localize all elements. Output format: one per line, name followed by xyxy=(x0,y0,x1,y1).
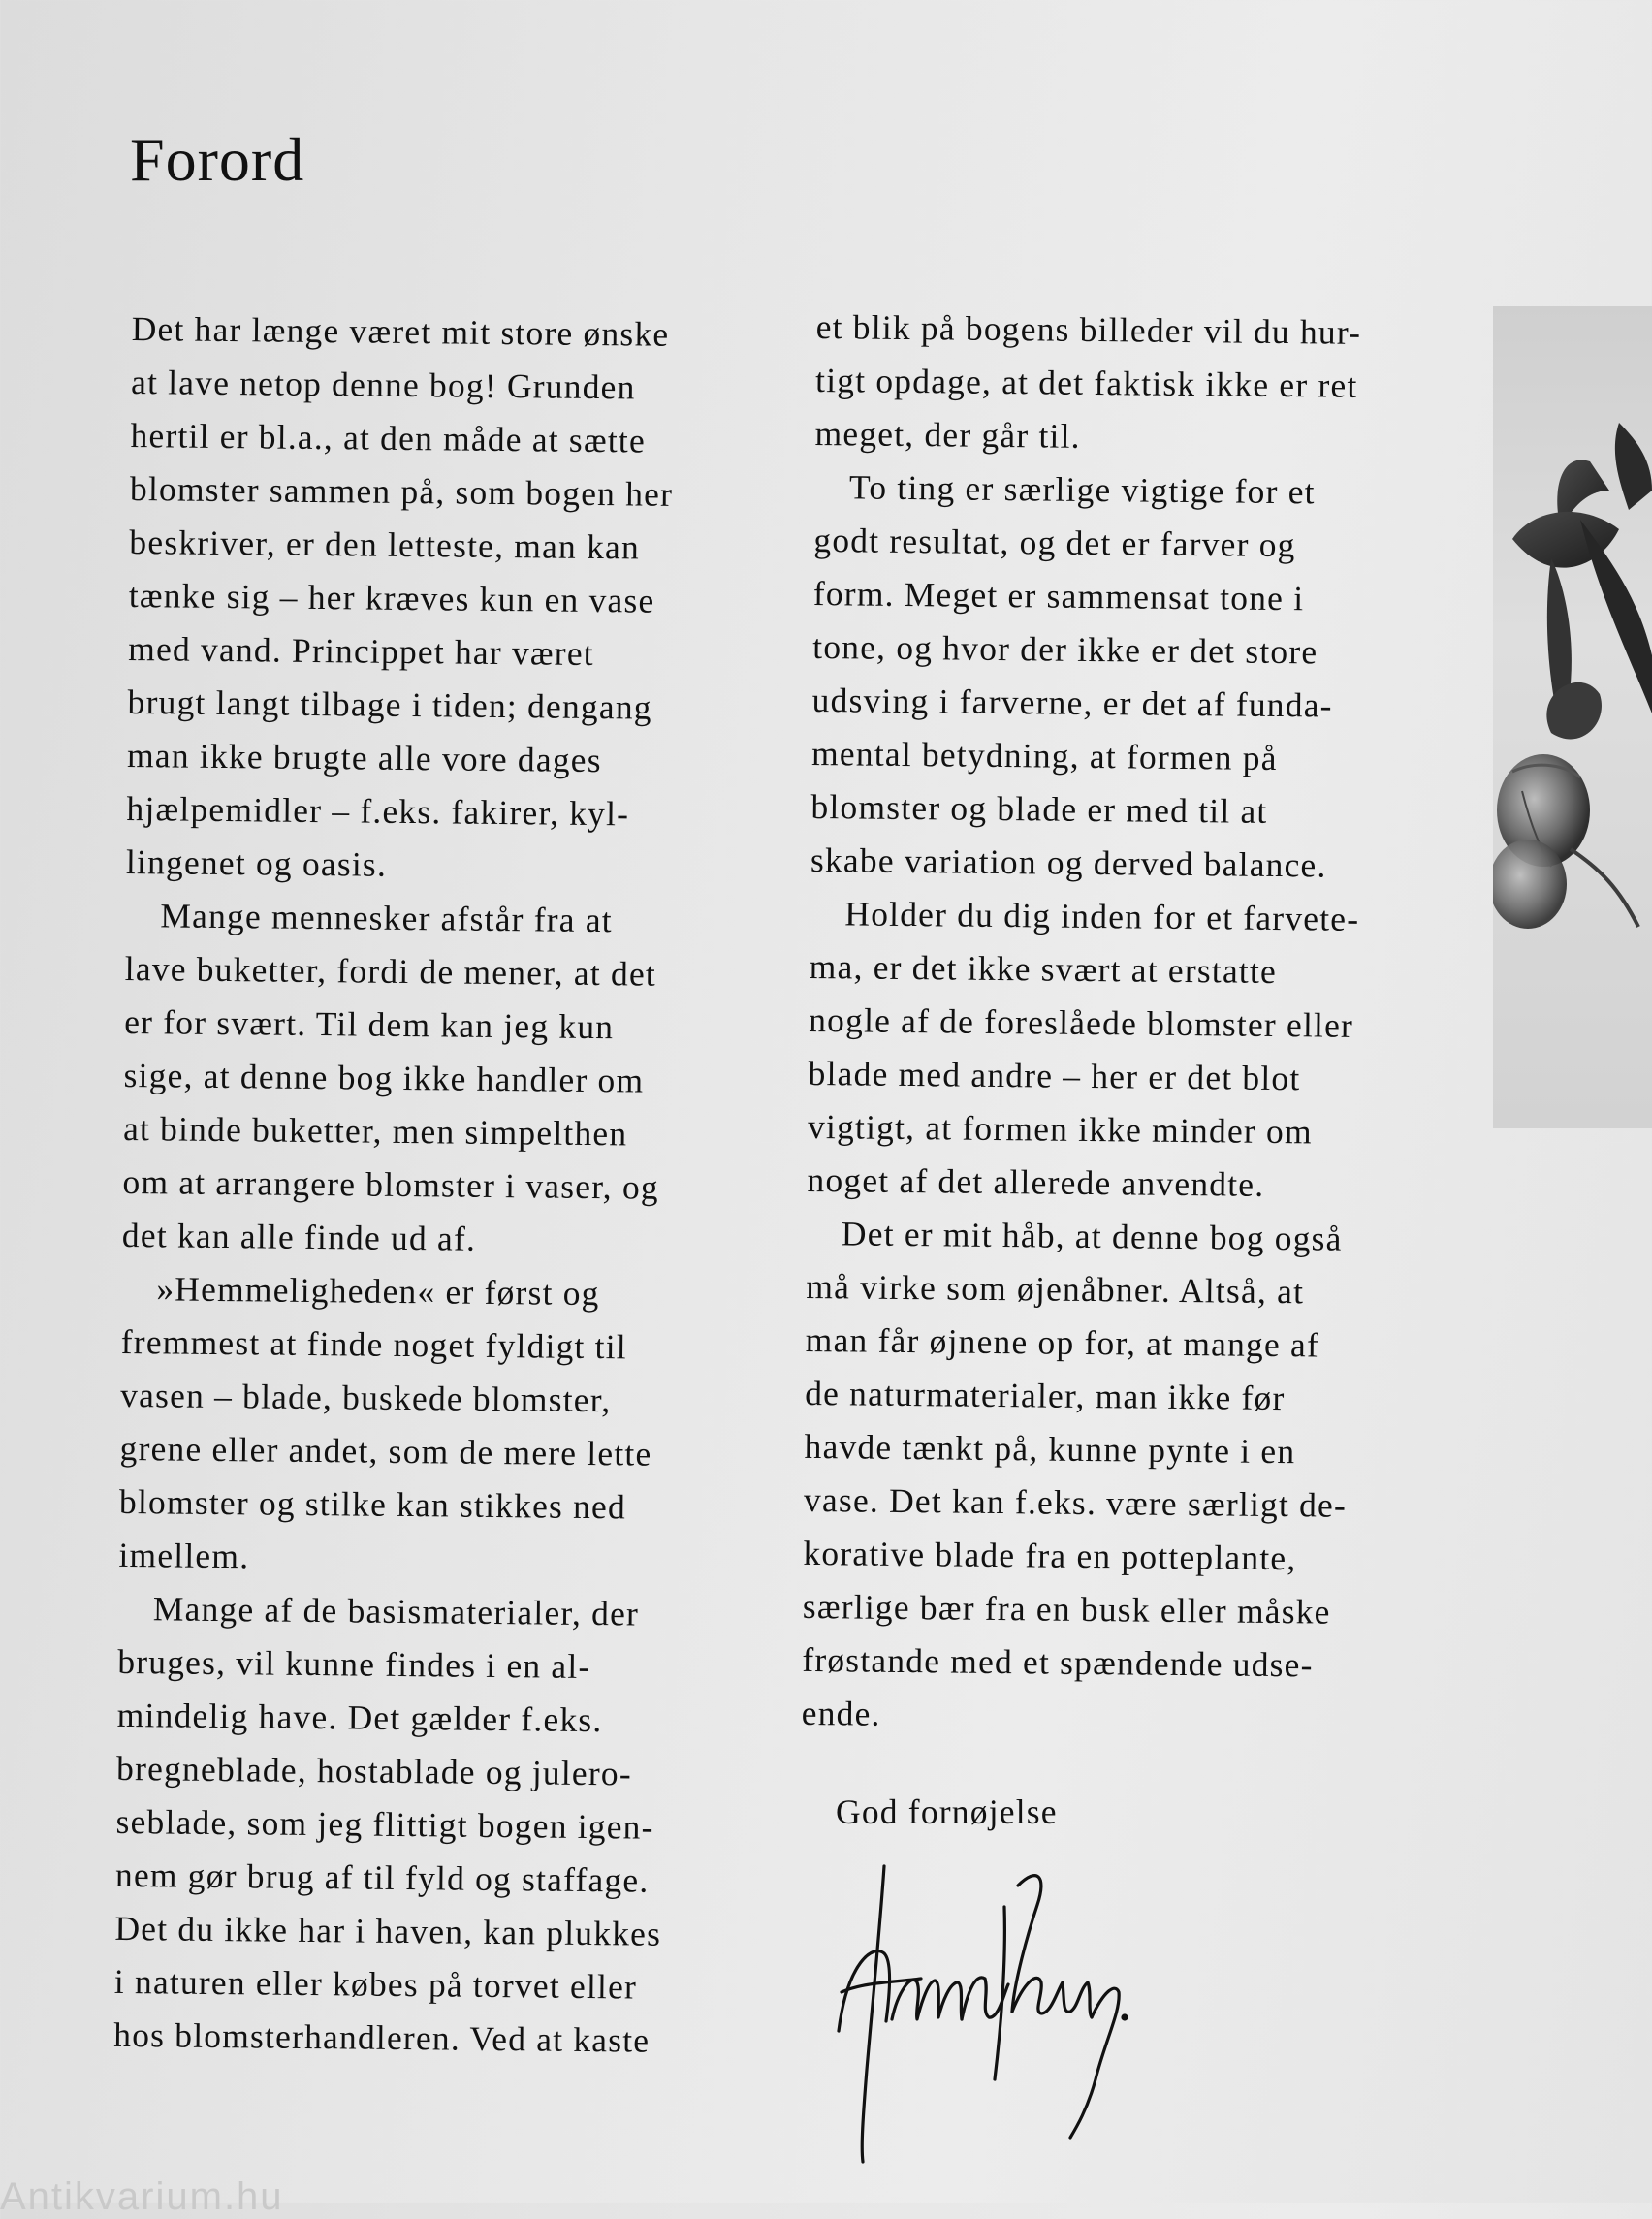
text-line: nogle af de foreslåede blomster eller xyxy=(809,999,1354,1045)
right-text-column xyxy=(801,301,1495,1747)
text-line: de naturmaterialer, man ikke før xyxy=(804,1373,1286,1418)
text-line: vasen – blade, buskede blomster, xyxy=(119,1375,612,1420)
text-line: frøstande med et spændende udse- xyxy=(802,1639,1314,1685)
text-line: ende. xyxy=(801,1693,881,1733)
text-line: Det du ikke har i haven, kan plukkes xyxy=(114,1908,662,1953)
text-line: godt resultat, og det er farver og xyxy=(813,520,1296,565)
text-line: Mange mennesker afstår fra at xyxy=(160,896,614,940)
text-line: seblade, som jeg flittigt bogen igen- xyxy=(115,1801,654,1847)
text-line: hjælpemidler – f.eks. fakirer, kyl- xyxy=(126,788,630,834)
text-line: Mange af de basismaterialer, der xyxy=(152,1589,640,1633)
text-line: blomster og blade er med til at xyxy=(810,786,1268,831)
closing-greeting: God fornøjelse xyxy=(836,1792,1058,1831)
text-line: beskriver, er den letteste, man kan xyxy=(129,522,641,567)
text-line: To ting er særlige vigtige for et xyxy=(848,467,1316,512)
text-line: skabe variation og derved balance. xyxy=(810,840,1327,885)
text-line: ma, er det ikke svært at erstatte xyxy=(809,946,1278,992)
text-line: meget, der går til. xyxy=(814,413,1081,456)
text-line: tone, og hvor der ikke er det store xyxy=(812,626,1318,672)
text-line: at lave netop denne bog! Grunden xyxy=(130,362,636,407)
text-line: blomster sammen på, som bogen her xyxy=(129,468,674,514)
text-line: særlige bær fra en busk eller måske xyxy=(802,1586,1331,1632)
text-line: grene eller andet, som de mere lette xyxy=(119,1428,652,1474)
text-line: fremmest at finde noget fyldigt til xyxy=(120,1321,628,1367)
text-line: vigtigt, at formen ikke minder om xyxy=(807,1106,1313,1152)
text-line: tænke sig – her kræves kun en vase xyxy=(128,575,655,620)
handwritten-signature xyxy=(834,1847,1144,2167)
text-line: brugt langt tilbage i tiden; dengang xyxy=(127,682,652,727)
text-line: udsving i farverne, er det af funda- xyxy=(811,680,1333,725)
text-line: det kan alle finde ud af. xyxy=(121,1215,477,1258)
text-line: mental betydning, at formen på xyxy=(810,733,1278,778)
text-line: om at arrangere blomster i vaser, og xyxy=(122,1161,660,1207)
text-line: imellem. xyxy=(118,1535,250,1576)
text-line: vase. Det kan f.eks. være særligt de- xyxy=(803,1479,1348,1525)
text-line: Det har længe været mit store ønske xyxy=(131,308,670,354)
text-line: form. Meget er sammensat tone i xyxy=(812,573,1305,618)
text-line: havde tænkt på, kunne pynte i en xyxy=(804,1426,1296,1472)
text-line: man får øjnene op for, at mange af xyxy=(805,1319,1320,1365)
watermark: Antikvarium.hu xyxy=(0,2175,284,2218)
text-line: er for svært. Til dem kan jeg kun xyxy=(124,1001,615,1047)
text-line: noget af det allerede anvendte. xyxy=(807,1159,1265,1204)
text-line: nem gør brug af til fyld og staffage. xyxy=(114,1854,650,1900)
text-line: hertil er bl.a., at den måde at sætte xyxy=(130,415,647,460)
left-text-column xyxy=(113,302,810,2069)
text-line: sige, at denne bog ikke handler om xyxy=(123,1055,645,1100)
text-line: man ikke brugte alle vore dages xyxy=(126,735,602,780)
text-line: Det er mit håb, at denne bog også xyxy=(841,1214,1343,1258)
text-line: hos blomsterhandleren. Ved at kaste xyxy=(113,2014,651,2060)
text-line: bruges, vil kunne findes i en al- xyxy=(117,1641,591,1687)
text-line: lave buketter, fordi de mener, at det xyxy=(124,948,657,994)
text-line: lingenet og oasis. xyxy=(125,841,388,884)
text-line: et blik på bogens billeder vil du hur- xyxy=(815,306,1362,352)
text-line: med vand. Princippet har været xyxy=(128,628,595,674)
text-line: korative blade fra en potteplante, xyxy=(803,1533,1297,1578)
text-line: må virke som øjenåbner. Altså, at xyxy=(806,1266,1305,1312)
text-line: Holder du dig inden for et farvete- xyxy=(844,894,1360,938)
text-line: bregneblade, hostablade og julero- xyxy=(115,1748,633,1793)
text-line: tigt opdage, at det faktisk ikke er ret xyxy=(814,360,1358,405)
flower-photo xyxy=(1493,306,1652,1128)
text-line: i naturen eller købes på torvet eller xyxy=(113,1961,638,2007)
text-line: »Hemmeligheden« er først og xyxy=(156,1269,600,1314)
text-line: mindelig have. Det gælder f.eks. xyxy=(116,1695,603,1740)
text-line: blade med andre – her er det blot xyxy=(808,1053,1301,1098)
page-title: Forord xyxy=(130,125,305,194)
text-line: at binde buketter, men simpelthen xyxy=(122,1108,628,1154)
text-line: blomster og stilke kan stikkes ned xyxy=(118,1481,627,1527)
